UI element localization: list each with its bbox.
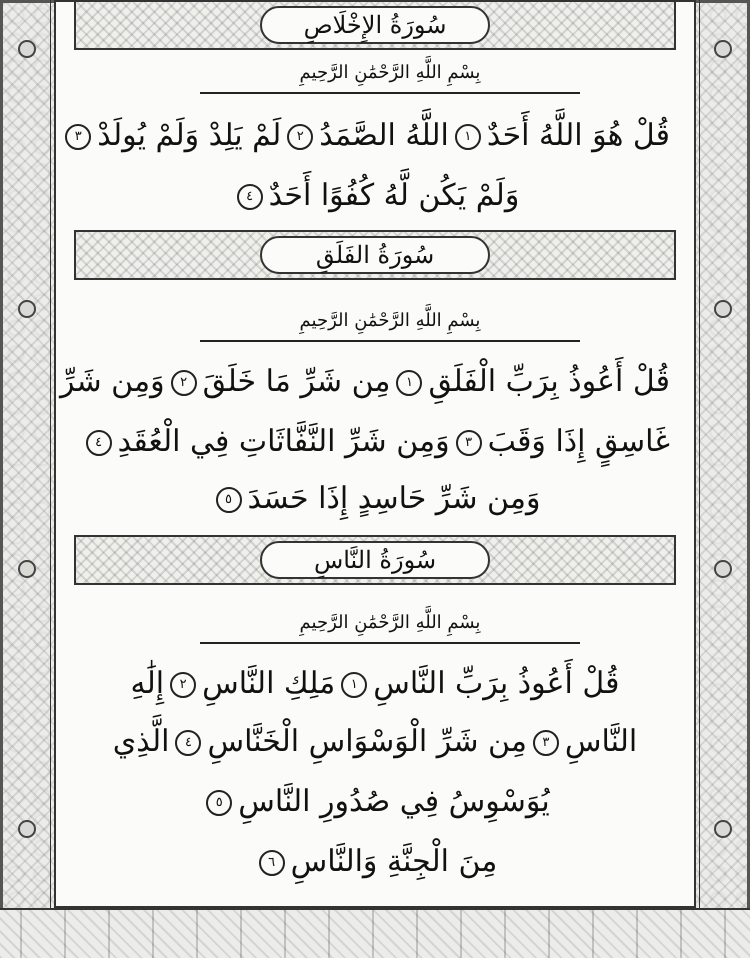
ayah-number-marker: ٤ <box>175 730 201 756</box>
basmala: بِسْمِ اللَّهِ الرَّحْمَٰنِ الرَّحِيمِ <box>200 62 580 94</box>
ayah-text: قُلْ أَعُوذُ بِرَبِّ الْفَلَقِ <box>428 364 670 399</box>
ayah-text: وَمِن شَرِّ حَاسِدٍ إِذَا حَسَدَ <box>247 481 541 516</box>
ayah-text: النَّاسِ <box>564 724 638 759</box>
verse-line <box>59 358 670 406</box>
ayah-text: وَمِن شَرِّ النَّفَّاثَاتِ فِي الْعُقَدِ <box>117 424 450 459</box>
ayah-text: مِنَ الْجِنَّةِ وَالنَّاسِ <box>290 844 498 879</box>
ayah-number-marker: ٣ <box>456 430 482 456</box>
ayah-text: وَمِن شَرِّ <box>59 364 165 399</box>
rosette-ornament <box>714 40 732 58</box>
ayah-text: مِن شَرِّ مَا خَلَقَ <box>202 364 391 399</box>
verse-line <box>80 172 670 220</box>
ayah-number-marker: ٦ <box>259 850 285 876</box>
ayah-number-marker: ٢ <box>171 370 197 396</box>
verse-line <box>80 660 670 708</box>
surah-header-falaq <box>74 230 676 280</box>
ayah-text: مِن شَرِّ الْوَسْوَاسِ الْخَنَّاسِ <box>207 724 527 759</box>
verse-line <box>80 475 670 523</box>
ayah-number-marker: ٢ <box>287 124 313 150</box>
ayah-text: الَّذِي <box>112 724 170 759</box>
ayah-text: لَمْ يَلِدْ وَلَمْ يُولَدْ <box>97 118 282 153</box>
basmala: بِسْمِ اللَّهِ الرَّحْمَٰنِ الرَّحِيمِ <box>200 310 580 342</box>
ayah-number-marker: ٤ <box>237 184 263 210</box>
ayah-number-marker: ٥ <box>206 790 232 816</box>
surah-title: سُورَةُ الفَلَقِ <box>260 236 490 274</box>
ayah-number-marker: ٣ <box>65 124 91 150</box>
ayah-number-marker: ٤ <box>86 430 112 456</box>
rosette-ornament <box>18 300 36 318</box>
rosette-ornament <box>18 40 36 58</box>
ayah-text: يُوَسْوِسُ فِي صُدُورِ النَّاسِ <box>238 784 550 819</box>
rosette-ornament <box>18 560 36 578</box>
surah-title: سُورَةُ الإِخْلَاصِ <box>260 6 490 44</box>
ayah-text: اللَّهُ الصَّمَدُ <box>319 118 449 153</box>
verse-line <box>80 418 670 466</box>
ayah-number-marker: ١ <box>455 124 481 150</box>
rosette-ornament <box>714 300 732 318</box>
rosette-ornament <box>714 820 732 838</box>
ayah-text: قُلْ أَعُوذُ بِرَبِّ النَّاسِ <box>373 666 620 701</box>
bottom-ornament-band <box>0 908 750 958</box>
surah-header-nas <box>74 535 676 585</box>
ayah-number-marker: ٥ <box>216 487 242 513</box>
rosette-ornament <box>714 560 732 578</box>
ayah-text: وَلَمْ يَكُن لَّهُ كُفُوًا أَحَدٌ <box>268 178 520 213</box>
ayah-text: غَاسِقٍ إِذَا وَقَبَ <box>487 424 670 459</box>
ayah-number-marker: ٢ <box>170 672 196 698</box>
ayah-text: مَلِكِ النَّاسِ <box>202 666 336 701</box>
verse-line <box>80 778 670 826</box>
surah-header-ikhlas <box>74 0 676 50</box>
rosette-ornament <box>18 820 36 838</box>
ayah-number-marker: ١ <box>396 370 422 396</box>
ayah-number-marker: ٣ <box>533 730 559 756</box>
verse-line <box>74 112 670 160</box>
basmala: بِسْمِ اللَّهِ الرَّحْمَٰنِ الرَّحِيمِ <box>200 612 580 644</box>
ayah-text: إِلَٰهِ <box>130 666 165 701</box>
ayah-number-marker: ١ <box>341 672 367 698</box>
verse-line <box>80 718 670 766</box>
verse-line <box>80 838 670 886</box>
ayah-text: قُلْ هُوَ اللَّهُ أَحَدٌ <box>486 118 670 153</box>
surah-title: سُورَةُ النَّاسِ <box>260 541 490 579</box>
